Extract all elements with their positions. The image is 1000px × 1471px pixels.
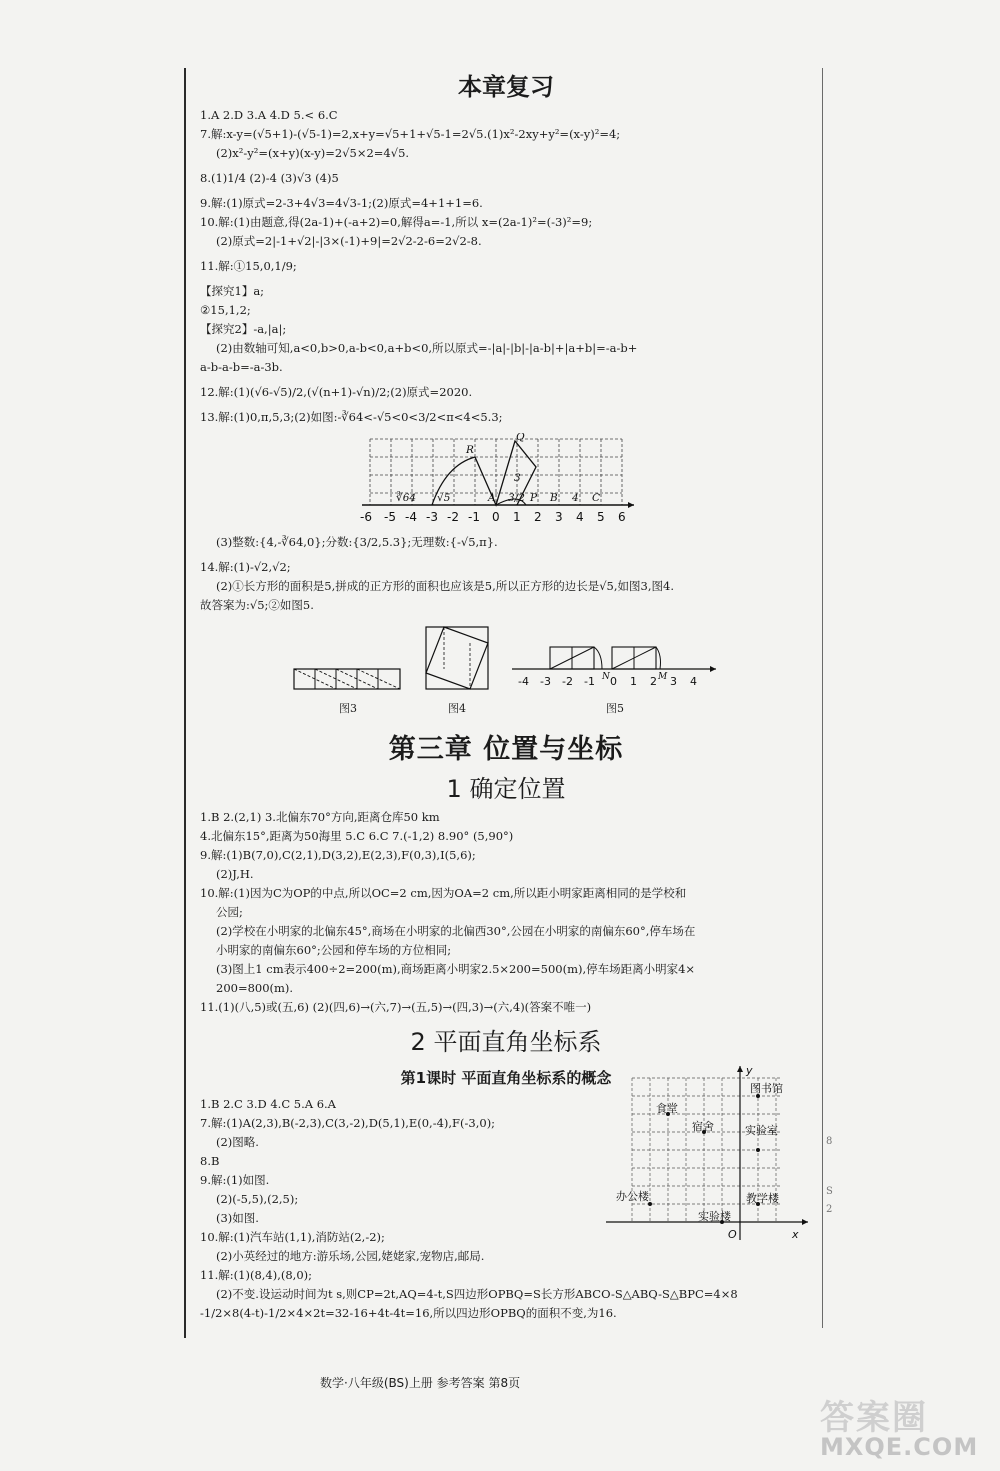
tick-label: -4 (405, 510, 417, 523)
figure-3-drawing (292, 663, 404, 693)
place-label: 图书馆 (750, 1082, 783, 1095)
answer-line: 13.解:(1)0,π,5,3;(2)如图:-∛64<-√5<0<3/2<π<4<5.3; (200, 410, 503, 424)
page-footer: 数学·八年级(BS)上册 参考答案 第8页 (320, 1376, 521, 1390)
point-label: Q (516, 433, 525, 443)
tick-label: 1 (513, 510, 521, 523)
answer-line: 10.解:(1)由题意,得(2a-1)+(-a+2)=0,解得a=-1,所以 x=(2a-1)²=(-3)²=9; (200, 215, 593, 229)
tick-label: -5 (384, 510, 396, 523)
tick-label: -2 (562, 675, 573, 688)
point-label: R (466, 444, 474, 456)
left-margin-rule (184, 68, 186, 1338)
origin-label: O (728, 1228, 737, 1241)
answer-line: 9.解:(1)如图. (200, 1173, 270, 1187)
answer-line: 7.解:x-y=(√5+1)-(√5-1)=2,x+y=√5+1+√5-1=2√5.(1)x²-2xy+y²=(x-y)²=4; (200, 127, 621, 141)
point-label: √5 (437, 492, 451, 504)
figure-4 (422, 623, 492, 718)
answer-line: 14.解:(1)-√2,√2; (200, 560, 291, 574)
watermark-logo: 答案圈 (820, 1398, 928, 1438)
section1-answers (200, 808, 812, 1017)
point-label: 4 (572, 492, 579, 504)
chapter-title: 第三章 位置与坐标 (388, 734, 624, 765)
section-title: 1 确定位置 (446, 775, 566, 803)
answer-line: 8.(1)1/4 (2)-4 (3)√3 (4)5 (200, 171, 339, 185)
tick-label: 6 (618, 510, 626, 523)
point-label: P (530, 492, 538, 504)
number-line-figure (358, 433, 638, 523)
place-label: 教学楼 (746, 1192, 779, 1205)
answer-line: 9.解:(1)B(7,0),C(2,1),D(3,2),E(2,3),F(0,3),I(5,6); (200, 848, 476, 862)
answer-line: (2)(-5,5),(2,5); (216, 1192, 299, 1206)
edge-mark: 8 (826, 1136, 833, 1147)
answer-line: (2)学校在小明家的北偏东45°,商场在小明家的北偏西30°,公园在小明家的南偏东60°,停车场在 (216, 924, 696, 938)
answer-line: (3)整数:{4,-∛64,0};分数:{3/2,5.3};无理数:{-√5,π}. (216, 535, 498, 549)
answer-line: ②15,1,2; (200, 303, 251, 317)
answer-line: 公园; (216, 905, 243, 919)
point-label: M (658, 672, 668, 682)
tick-label: 1 (630, 675, 637, 688)
answer-line: (2)原式=2|-1+√2|-|3×(-1)+9|=2√2-2-6=2√2-8. (216, 234, 482, 248)
place-label: 宿舍 (692, 1120, 714, 1133)
answer-line: (2)由数轴可知,a<0,b>0,a-b<0,a+b<0,所以原式=-|a|-|b|-|a-b|+|a+b|=-a-b+ (216, 341, 638, 355)
tick-label: -4 (518, 675, 529, 688)
figure-caption: 图3 (339, 702, 357, 715)
answer-line: 10.解:(1)因为C为OP的中点,所以OC=2 cm,因为OA=2 cm,所以距小明家距离相同的是学校和 (200, 886, 687, 900)
figure-5-drawing (510, 641, 720, 693)
point-label: 3/2 (508, 492, 525, 504)
tick-label: 0 (610, 675, 617, 688)
axis-label-x: x (792, 1228, 799, 1241)
answer-line: 11.解:(1)(8,4),(8,0); (200, 1268, 313, 1282)
figures-row (292, 623, 812, 718)
tick-label: -1 (468, 510, 480, 523)
answer-line: 1.B 2.C 3.D 4.C 5.A 6.A (200, 1097, 336, 1111)
answer-line: 1.B 2.(2,1) 3.北偏东70°方向,距离仓库50 km (200, 810, 440, 824)
edge-mark: 2 (826, 1204, 833, 1215)
campus-coordinate-figure (420, 1062, 810, 1242)
review-answers-part1 (200, 106, 812, 427)
right-margin-rule (822, 68, 823, 1328)
answer-line: (2)不变.设运动时间为t s,则CP=2t,AQ=4-t,S四边形OPBQ=S长方形ABCO-S△ABQ-S△BPC=4×8 (216, 1287, 738, 1301)
watermark (820, 1390, 978, 1461)
tick-label: 4 (576, 510, 584, 523)
answer-line: 7.解:(1)A(2,3),B(-2,3),C(3,-2),D(5,1),E(0,-4),F(-3,0); (200, 1116, 496, 1130)
answer-line: (2)①长方形的面积是5,拼成的正方形的面积也应该是5,所以正方形的边长是√5,如图3,图4. (216, 579, 674, 593)
point-label: A (488, 492, 496, 504)
answer-line: (2)图略. (216, 1135, 259, 1149)
answer-line: 11.解:①15,0,1/9; (200, 259, 297, 273)
answer-line: 小明家的南偏东60°;公园和停车场的方位相同; (216, 943, 452, 957)
tick-label: 4 (690, 675, 697, 688)
tick-label: 5 (597, 510, 605, 523)
lesson-title: 第1课时 平面直角坐标系的概念 (400, 1069, 612, 1087)
answer-line: 10.解:(1)汽车站(1,1),消防站(2,-2); (200, 1230, 385, 1244)
answer-line: 9.解:(1)原式=2-3+4√3=4√3-1;(2)原式=4+1+1=6. (200, 196, 483, 210)
answer-line: (3)如图. (216, 1211, 259, 1225)
answer-line: a-b-a-b=-a-3b. (200, 360, 283, 374)
figure-5 (510, 641, 720, 718)
point-label: 3 (514, 472, 521, 484)
watermark-url: MXQE.COM (820, 1433, 979, 1461)
figure-caption: 图5 (606, 702, 624, 715)
tick-label: -2 (447, 510, 459, 523)
answer-line: 200=800(m). (216, 981, 294, 995)
answer-line: (2)小英经过的地方:游乐场,公园,姥姥家,宠物店,邮局. (216, 1249, 485, 1263)
answer-line: -1/2×8(4-t)-1/2×4×2t=32-16+4t-4t=16,所以四边形OPBQ的面积不变,为16. (200, 1306, 617, 1320)
answer-line: 11.(1)(八,5)或(五,6) (2)(四,6)→(六,7)→(五,5)→(四,3)→(六,4)(答案不唯一) (200, 1000, 592, 1014)
tick-label: -6 (360, 510, 372, 523)
tick-label: -3 (540, 675, 551, 688)
tick-label: -3 (426, 510, 438, 523)
answer-line: 1.A 2.D 3.A 4.D 5.< 6.C (200, 108, 338, 122)
place-label: 办公楼 (616, 1190, 649, 1203)
place-label: 实验室 (745, 1124, 778, 1137)
answer-line: 12.解:(1)(√6-√5)/2,(√(n+1)-√n)/2;(2)原式=2020. (200, 385, 473, 399)
place-label: 实验楼 (698, 1210, 731, 1223)
point-label: C (592, 492, 601, 504)
point-label: ∛64 (396, 492, 417, 504)
axis-label-y: y (746, 1064, 753, 1077)
tick-label: 3 (555, 510, 563, 523)
section-title: 2 平面直角坐标系 (410, 1028, 602, 1056)
review-title: 本章复习 (458, 73, 554, 101)
tick-label: 2 (650, 675, 657, 688)
answer-line: 4.北偏东15°,距离为50海里 5.C 6.C 7.(-1,2) 8.90° (5,90°) (200, 829, 514, 843)
figure-4-drawing (422, 623, 492, 693)
answer-line: 8.B (200, 1154, 220, 1168)
answer-line: 【探究1】a; (200, 284, 265, 298)
answer-line: (2)J,H. (216, 867, 254, 881)
tick-label: 2 (534, 510, 542, 523)
tick-label: 3 (670, 675, 677, 688)
review-answers-part2 (200, 533, 812, 615)
answer-line: 故答案为:√5;②如图5. (200, 598, 314, 612)
answer-line: (2)x²-y²=(x+y)(x-y)=2√5×2=4√5. (216, 146, 410, 160)
figure-caption: 图4 (448, 702, 466, 715)
edge-mark: S (826, 1186, 833, 1197)
tick-label: -1 (584, 675, 595, 688)
point-label: B (550, 492, 558, 504)
answer-line: (3)图上1 cm表示400÷2=200(m),商场距离小明家2.5×200=500(m),停车场距离小明家4× (216, 962, 696, 976)
figure-3 (292, 663, 404, 718)
point-label: N (602, 672, 610, 682)
place-label: 食堂 (656, 1102, 678, 1115)
answer-line: 【探究2】-a,|a|; (200, 322, 287, 336)
tick-label: 0 (492, 510, 500, 523)
